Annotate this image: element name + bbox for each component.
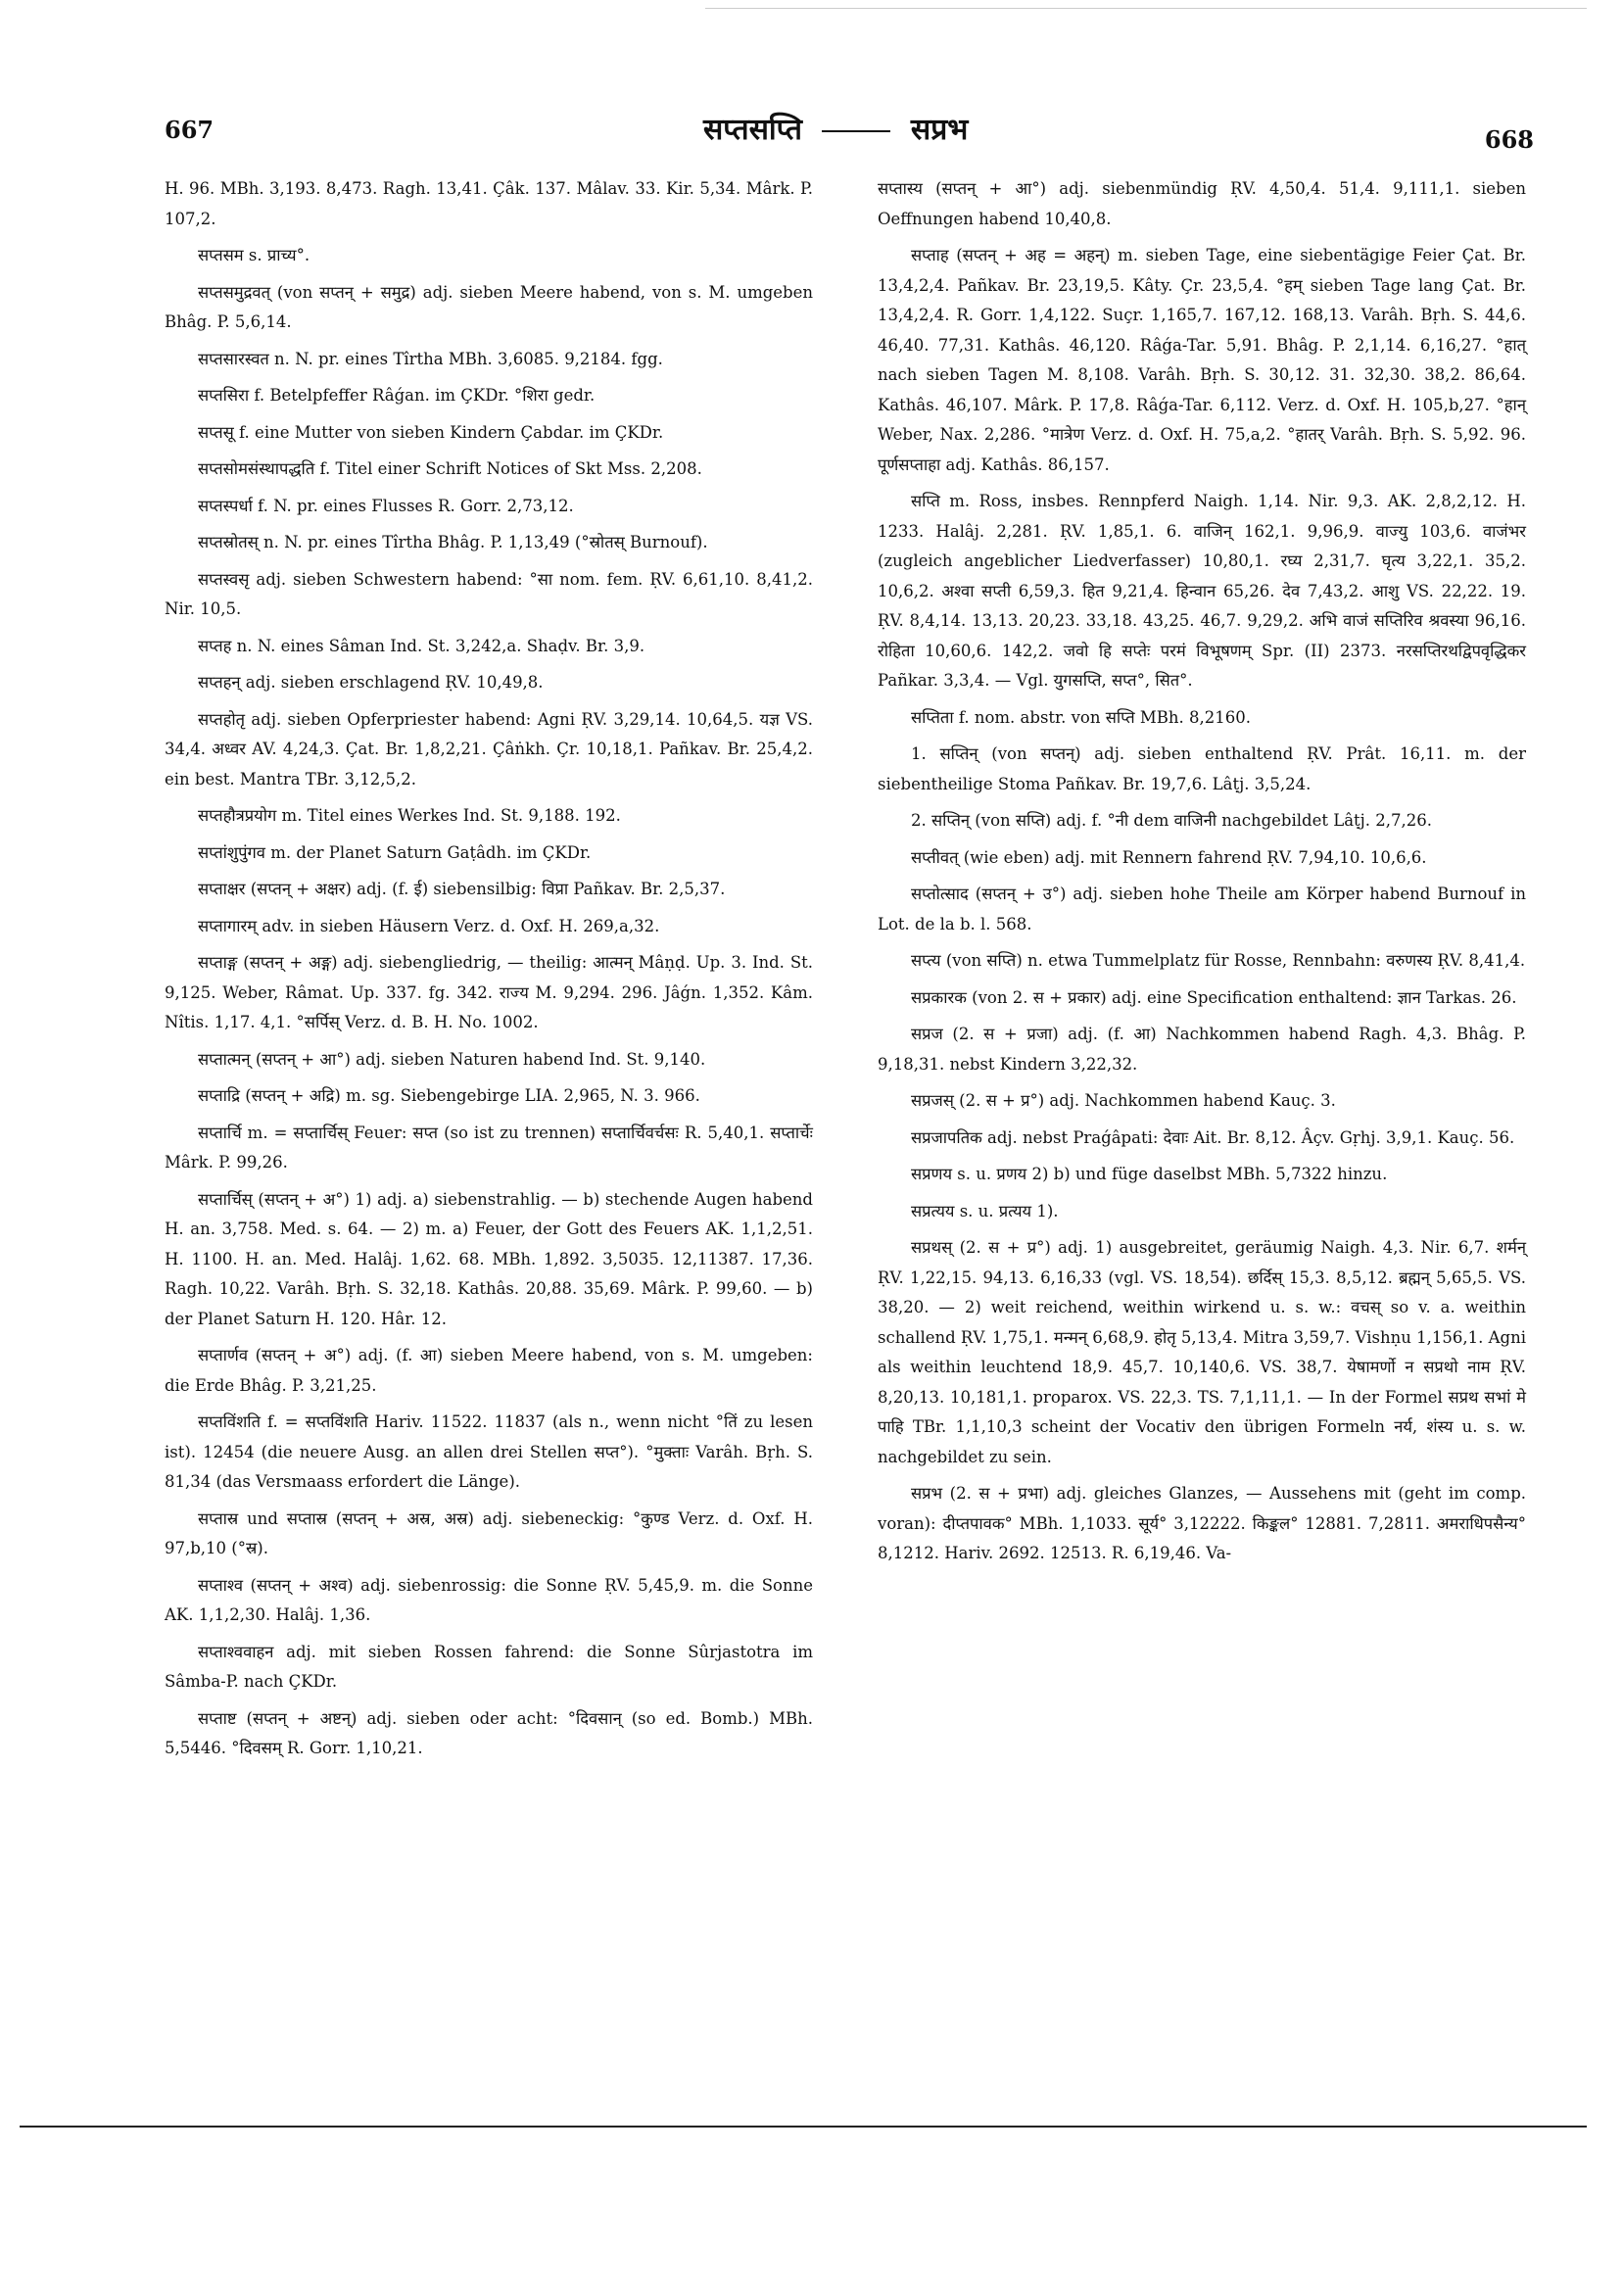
dictionary-entry: सप्तसू f. eine Mutter von sieben Kindern Çabdar. im ÇKDr. — [198, 422, 664, 442]
dictionary-entry: सप्तास्र und सप्तास्र (सप्तन् + अस्र, अस्र) adj. siebeneckig: °कुण्ड Verz. d. Oxf. H. 97,b,10 (°स्र). — [165, 1508, 813, 1557]
running-title — [703, 108, 968, 148]
dictionary-entry: सप्तह n. N. eines Sâman Ind. St. 3,242,a. Shaḍv. Br. 3,9. — [198, 636, 645, 655]
dictionary-entry: सप्तहौत्रप्रयोग m. Titel eines Werkes Ind. St. 9,188. 192. — [198, 806, 621, 825]
dictionary-entry: सप्ताद्रि (सप्तन् + अद्रि) m. sg. Siebengebirge LIA. 2,965, N. 3. 966. — [198, 1086, 700, 1105]
dictionary-entry: सप्तहोतृ adj. sieben Opferpriester habend: Agni ṚV. 3,29,14. 10,64,5. यज्ञ VS. 34,4. अध्वर AV. 4,24,3. Çat. Br. 1,8,2,21. Çâṅkh. Çr. 10,18,1. Pañkav. Br. 25,4,2. ein best. Mantra TBr. 3,12,5,2. — [165, 709, 813, 789]
left-column — [165, 174, 813, 1771]
dictionary-entry: सप्तस्पर्धा f. N. pr. eines Flusses R. Gorr. 2,73,12. — [198, 496, 574, 515]
dictionary-entry: सप्ताश्ववाहन adj. mit sieben Rossen fahrend: die Sonne Sûrjastotra im Sâmba-P. nach ÇKDr. — [165, 1642, 813, 1691]
dictionary-entry: सप्ताङ्ग (सप्तन् + अङ्ग) adj. siebengliedrig, — theilig: आत्मन् Mâṇḍ. Up. 3. Ind. St. 9,125. Weber, Râmat. Up. 337. fg. 342. राज्य M. 9,294. 296. Jâǵn. 1,352. Kâm. Nîtis. 1,17. 4,1. °सर्पिस् Verz. d. B. H. No. 1002. — [165, 953, 813, 1031]
dictionary-entry: सप्रथस् (2. स + प्र°) adj. 1) ausgebreitet, geräumig Naigh. 4,3. Nir. 6,7. शर्मन् ṚV. 1,22,15. 94,13. 6,16,33 (vgl. VS. 18,54). छर्दिस् 15,3. 8,5,12. ब्रह्मन् 5,65,5. VS. 38,20. — 2) weit reichend, weithin wirkend u. s. w.: वचस् so v. a. weithin schallend ṚV. 1,75,1. मन्मन् 6,68,9. होतृ 5,13,4. Mitra 3,59,7. Vishṇu 1,156,1. Agni als weithin leuchtend 18,9. 45,7. 10,140,6. VS. 38,7. येषामर्णो न सप्रथो नाम ṚV. 8,20,13. 10,181,1. proparox. VS. 22,3. TS. 7,1,11,1. — In der Formel सप्रथ सभां मे पाहि TBr. 1,1,10,3 scheint der Vocativ den übrigen Formeln नर्य, शंस्य u. s. w. nachgebildet zu sein. — [878, 1238, 1526, 1466]
dictionary-entry: सप्ताक्षर (सप्तन् + अक्षर) adj. (f. ई) siebensilbig: विप्रा Pañkav. Br. 2,5,37. — [198, 880, 726, 898]
page-header — [165, 108, 1534, 167]
dictionary-entry: सप्तहन् adj. sieben erschlagend ṚV. 10,49,8. — [198, 673, 544, 692]
dictionary-entry: सप्ताश्व (सप्तन् + अश्व) adj. siebenrossig: die Sonne ṚV. 5,45,9. m. die Sonne AK. 1,1,2,30. Halâj. 1,36. — [165, 1575, 813, 1624]
dictionary-entry: सप्तविंशति f. = सप्तविंशति Hariv. 11522. 11837 (als n., wenn nicht °तिं zu lesen ist). 12454 (die neuere Ausg. an allen drei Stellen सप्त°). °मुक्ताः Varâh. Bṛh. S. 81,34 (das Versmaass erfordert die Länge). — [165, 1412, 813, 1491]
dictionary-entry: सप्तीवत् (wie eben) adj. mit Rennern fahrend ṚV. 7,94,10. 10,6,6. — [911, 847, 1427, 867]
dictionary-entry: सप्रकारक (von 2. स + प्रकार) adj. eine Specification enthaltend: ज्ञान Tarkas. 26. — [911, 987, 1517, 1007]
dictionary-entry: सप्तसम s. प्राच्य°. — [198, 246, 310, 264]
dictionary-entry: सप्तसारस्वत n. N. pr. eines Tîrtha MBh. 3,6085. 9,2184. fgg. — [198, 349, 663, 368]
dictionary-entry: H. 96. MBh. 3,193. 8,473. Ragh. 13,41. Çâk. 137. Mâlav. 33. Kir. 5,34. Mârk. P. 107,2. — [165, 179, 813, 228]
dictionary-entry: सप्तार्णव (सप्तन् + अ°) adj. (f. आ) sieben Meere habend, von s. M. umgeben: die Erde Bhâg. P. 3,21,25. — [165, 1346, 813, 1395]
dictionary-entry: सप्तस्वसृ adj. sieben Schwestern habend: °सा nom. fem. ṚV. 6,61,10. 8,41,2. Nir. 10,5. — [165, 569, 813, 618]
dictionary-entry: सप्रत्यय s. u. प्रत्यय 1). — [911, 1201, 1059, 1220]
dictionary-entry: 2. सप्तिन् (von सप्ति) adj. f. °नी dem वाजिनी nachgebildet Lâṭj. 2,7,26. — [911, 811, 1432, 830]
dictionary-entry: सप्रभ (2. स + प्रभा) adj. gleiches Glanzes, — Aussehens mit (geht im comp. voran): दीप्तपावक° MBh. 1,1033. सूर्य° 3,12222. किङ्कल° 12881. 7,2811. अमराधिपसैन्य° 8,1212. Hariv. 2692. 12513. R. 6,19,46. Va- — [878, 1484, 1526, 1562]
page-number-right: 668 — [1484, 125, 1534, 154]
running-title-right: सप्रभ — [910, 113, 969, 147]
dictionary-entry: सप्तागारम् adv. in sieben Häusern Verz. d. Oxf. H. 269,a,32. — [198, 916, 660, 935]
dictionary-entry: सप्तास्य (सप्तन् + आ°) adj. siebenmündig ṚV. 4,50,4. 51,4. 9,111,1. sieben Oeffnungen habend 10,40,8. — [878, 179, 1526, 228]
dictionary-entry: सप्तिता f. nom. abstr. von सप्ति MBh. 8,2160. — [911, 707, 1252, 727]
dictionary-entry: सप्तसोमसंस्थापद्धति f. Titel einer Schrift Notices of Skt Mss. 2,208. — [198, 459, 702, 478]
right-column — [878, 174, 1526, 1576]
dictionary-entry: सप्रज (2. स + प्रजा) adj. (f. आ) Nachkommen habend Ragh. 4,3. Bhâg. P. 9,18,31. nebst Kindern 3,22,32. — [878, 1025, 1526, 1074]
page-number-left: 667 — [165, 116, 215, 144]
scan-edge-line — [705, 8, 1587, 9]
dictionary-entry: सप्तस्रोतस् n. N. pr. eines Tîrtha Bhâg. P. 1,13,49 (°स्रोतस् Burnouf). — [198, 533, 708, 551]
dictionary-entry: सप्ताह (सप्तन् + अह = अहन्) m. sieben Tage, eine siebentägige Feier Çat. Br. 13,4,2,4. Pañkav. Br. 23,19,5. Kâty. Çr. 23,5,4. °हम् sieben Tage lang Çat. Br. 13,4,2,4. R. Gorr. 1,4,122. Suçr. 1,165,7. 167,12. 168,13. Varâh. Bṛh. S. 44,6. 46,40. 77,31. Kathâs. 46,120. Râǵa-Tar. 5,91. Bhâg. P. 2,1,14. 6,16,27. °हात् nach sieben Tagen M. 8,108. Varâh. Bṛh. S. 30,12. 31. 32,30. 38,2. 86,64. Kathâs. 46,107. Mârk. P. 17,8. Râǵa-Tar. 6,112. Verz. d. Oxf. H. 105,b,27. °हान् Weber, Nax. 2,286. °मात्रेण Verz. d. Oxf. H. 75,a,2. °हातर् Varâh. Bṛh. S. 5,92. 96. पूर्णसप्ताहा adj. Kathâs. 86,157. — [878, 246, 1526, 474]
dictionary-entry: सप्तोत्साद (सप्तन् + उ°) adj. sieben hohe Theile am Körper habend Burnouf in Lot. de la b. l. 568. — [878, 885, 1526, 933]
dictionary-entry: सप्तांशुपुंगव m. der Planet Saturn Gaṭâdh. im ÇKDr. — [198, 842, 592, 862]
dictionary-entry: सप्रजापतिक adj. nebst Praǵâpati: देवाः Ait. Br. 8,12. Âçv. Gṛhj. 3,9,1. Kauç. 56. — [911, 1127, 1515, 1147]
running-title-left: सप्तसप्ति — [703, 113, 803, 147]
dictionary-entry: सप्तसिरा f. Betelpfeffer Râǵan. im ÇKDr. °शिरा gedr. — [198, 386, 596, 405]
running-title-dash — [822, 130, 890, 132]
dictionary-entry: सप्ताष्ट (सप्तन् + अष्टन्) adj. sieben oder acht: °दिवसान् (so ed. Bomb.) MBh. 5,5446. °दिवसम् R. Gorr. 1,10,21. — [165, 1708, 813, 1757]
dictionary-entry: 1. सप्तिन् (von सप्तन्) adj. sieben enthaltend ṚV. Prât. 16,11. m. der siebentheilige Stoma Pañkav. Br. 19,7,6. Lâṭj. 3,5,24. — [878, 744, 1526, 793]
dictionary-entry: सप्त्य (von सप्ति) n. etwa Tummelplatz für Rosse, Rennbahn: वरुणस्य ṚV. 8,41,4. — [911, 951, 1526, 970]
dictionary-entry: सप्तार्चि m. = सप्तार्चिस् Feuer: सप्त (so ist zu trennen) सप्तार्चिवर्चसः R. 5,40,1. सप्तार्चेः Mârk. P. 99,26. — [165, 1123, 813, 1172]
dictionary-columns — [165, 174, 1526, 1937]
dictionary-entry: सप्ति m. Ross, insbes. Rennpferd Naigh. 1,14. Nir. 9,3. AK. 2,8,2,12. H. 1233. Halâj. 2,281. ṚV. 1,85,1. 6. वाजिन् 162,1. 9,96,9. वाज्यु 103,6. वाजंभर (zugleich angeblicher Liedverfasser) 10,80,1. रघ्य 2,31,7. घृत्य 3,22,1. 35,2. 10,6,2. अश्वा सप्ती 6,59,3. हित 9,21,4. हिन्वान 65,26. देव 7,43,2. आशु VS. 22,22. 19. ṚV. 8,4,14. 13,13. 20,23. 33,18. 43,25. 46,7. 9,29,2. अभि वाजं सप्तिरिव श्रवस्या 96,16. रोहिता 10,60,6. 142,2. जवो हि सप्तेः परमं विभूषणम् Spr. (II) 2373. नरसप्तिरथद्विपवृद्धिकर Pañkar. 3,3,4. — Vgl. युगसप्ति, सप्त°, सित°. — [878, 492, 1526, 690]
dictionary-entry: सप्तात्मन् (सप्तन् + आ°) adj. sieben Naturen habend Ind. St. 9,140. — [198, 1049, 706, 1069]
dictionary-entry: सप्रजस् (2. स + प्र°) adj. Nachkommen habend Kauç. 3. — [911, 1091, 1336, 1110]
dictionary-entry: सप्रणय s. u. प्रणय 2) b) und füge daselbst MBh. 5,7322 hinzu. — [911, 1165, 1388, 1183]
dictionary-entry: सप्तसमुद्रवत् (von सप्तन् + समुद्र) adj. sieben Meere habend, von s. M. umgeben Bhâg. P. 5,6,14. — [165, 282, 813, 331]
footer-rule — [20, 2126, 1587, 2128]
dictionary-entry: सप्तार्चिस् (सप्तन् + अ°) 1) adj. a) siebenstrahlig. — b) stechende Augen habend H. an. 3,758. Med. s. 64. — 2) m. a) Feuer, der Gott des Feuers AK. 1,1,2,51. H. 1100. H. an. Med. Halâj. 1,62. 68. MBh. 1,892. 3,5035. 12,11387. 17,36. Ragh. 10,22. Varâh. Bṛh. S. 32,18. Kathâs. 20,88. 35,69. Mârk. P. 99,60. — b) der Planet Saturn H. 120. Hâr. 12. — [165, 1189, 813, 1328]
